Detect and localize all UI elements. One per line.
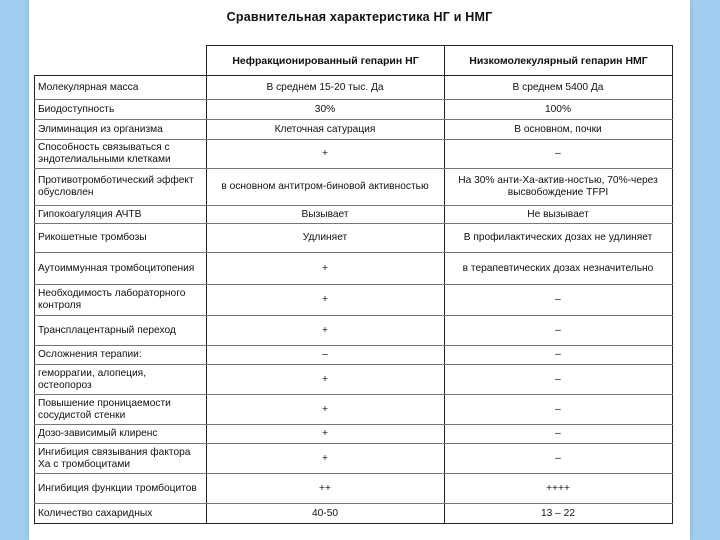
ng-cell: – [207, 346, 445, 365]
table-row [35, 224, 673, 253]
param-cell: Повышение проницаемости сосудистой стенки [35, 395, 207, 425]
table-row [35, 285, 673, 316]
param-cell: геморрагии, алопеция, остеопороз [35, 365, 207, 395]
header-ng: Нефракционированный гепарин НГ [207, 46, 445, 76]
nmg-cell: 100% [445, 100, 673, 120]
param-cell: Ингибиция связывания фактора Ха с тромбоцитами [35, 444, 207, 474]
table-row [35, 169, 673, 206]
param-cell: Элиминация из организма [35, 120, 207, 140]
ng-cell: + [207, 316, 445, 346]
ng-cell: В среднем 15-20 тыс. Да [207, 76, 445, 100]
table-header-row [35, 46, 673, 76]
nmg-cell: В профилактических дозах не удлиняет [445, 224, 673, 253]
ng-cell: 40-50 [207, 504, 445, 524]
page-title: Сравнительная характеристика НГ и НМГ [226, 10, 493, 24]
ng-cell: + [207, 444, 445, 474]
table-row [35, 425, 673, 444]
nmg-cell: – [445, 140, 673, 169]
table-row [35, 504, 673, 524]
param-cell: Противотромботический эффект обусловлен [35, 169, 207, 206]
param-cell: Количество сахаридных [35, 504, 207, 524]
table-row [35, 120, 673, 140]
param-cell: Необходимость лабораторного контроля [35, 285, 207, 316]
table-row [35, 395, 673, 425]
header-blank-cell [35, 46, 207, 76]
table-row [35, 76, 673, 100]
ng-cell: + [207, 253, 445, 285]
param-cell: Биодоступность [35, 100, 207, 120]
nmg-cell: – [445, 285, 673, 316]
nmg-cell: в терапевтических дозах незначительно [445, 253, 673, 285]
table-row [35, 474, 673, 504]
nmg-cell: ++++ [445, 474, 673, 504]
param-cell: Рикошетные тромбозы [35, 224, 207, 253]
table-row [35, 346, 673, 365]
nmg-cell: 13 – 22 [445, 504, 673, 524]
ng-cell: + [207, 395, 445, 425]
header-nmg: Низкомолекулярный гепарин НМГ [445, 46, 673, 76]
nmg-cell: – [445, 425, 673, 444]
nmg-cell: – [445, 365, 673, 395]
ng-cell: Вызывает [207, 206, 445, 224]
ng-cell: Удлиняет [207, 224, 445, 253]
nmg-cell: – [445, 444, 673, 474]
table-row [35, 444, 673, 474]
ng-cell: Клеточная сатурация [207, 120, 445, 140]
param-cell: Осложнения терапии: [35, 346, 207, 365]
table-row [35, 253, 673, 285]
ng-cell: + [207, 425, 445, 444]
param-cell: Молекулярная масса [35, 76, 207, 100]
table-row [35, 206, 673, 224]
ng-cell: 30% [207, 100, 445, 120]
nmg-cell: – [445, 346, 673, 365]
comparison-table [34, 45, 673, 524]
nmg-cell: Не вызывает [445, 206, 673, 224]
param-cell: Дозо-зависимый клиренс [35, 425, 207, 444]
ng-cell: + [207, 365, 445, 395]
slide [29, 0, 690, 540]
table-row [35, 100, 673, 120]
nmg-cell: На 30% анти-Ха-актив-ностью, 70%-через высвобождение TFPI [445, 169, 673, 206]
table-row [35, 316, 673, 346]
param-cell: Трансплацентарный переход [35, 316, 207, 346]
param-cell: Гипокоагуляция АЧТВ [35, 206, 207, 224]
ng-cell: в основном антитром-биновой активностью [207, 169, 445, 206]
table-row [35, 140, 673, 169]
param-cell: Способность связываться с эндотелиальными клетками [35, 140, 207, 169]
nmg-cell: – [445, 395, 673, 425]
ng-cell: + [207, 140, 445, 169]
nmg-cell: – [445, 316, 673, 346]
param-cell: Ингибиция функции тромбоцитов [35, 474, 207, 504]
nmg-cell: В среднем 5400 Да [445, 76, 673, 100]
ng-cell: + [207, 285, 445, 316]
param-cell: Аутоиммунная тромбоцитопения [35, 253, 207, 285]
ng-cell: ++ [207, 474, 445, 504]
nmg-cell: В основном, почки [445, 120, 673, 140]
table-row [35, 365, 673, 395]
